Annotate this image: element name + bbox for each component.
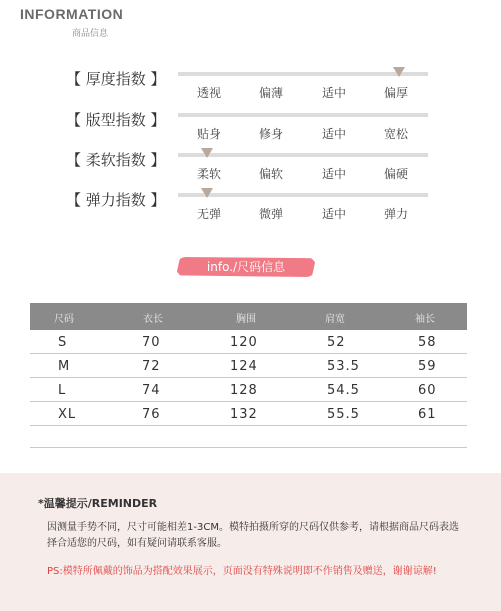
index-option: 偏厚 — [384, 86, 409, 100]
cell-length: 76 — [142, 407, 161, 422]
selected-marker-icon — [201, 148, 213, 158]
cell-size: M — [58, 359, 71, 374]
reminder-title: *温馨提示/REMINDER — [38, 497, 158, 510]
index-label: 【 柔软指数 】 — [66, 151, 166, 169]
index-option: 偏软 — [259, 167, 284, 181]
cell-size: L — [58, 383, 67, 398]
header-title-cn: 商品信息 — [72, 29, 109, 39]
selected-marker-icon — [393, 67, 405, 77]
size-table — [30, 303, 467, 448]
cell-length: 70 — [142, 335, 161, 350]
table-row-empty — [30, 426, 467, 448]
index-option: 透视 — [197, 86, 222, 100]
cell-size: XL — [58, 407, 77, 422]
cell-sleeve: 59 — [418, 359, 437, 374]
reminder-body: 因测量手势不同，尺寸可能相差1-3CM。模特拍摄所穿的尺码仅供参考，请根据商品尺码表选择合适您的尺码，如有疑问请联系客服。 — [47, 522, 459, 549]
reminder-ps: PS:模特所佩戴的饰品为搭配效果展示，页面没有特殊说明即不作销售及赠送，谢谢谅解! — [47, 566, 437, 577]
index-option: 偏薄 — [259, 86, 284, 100]
index-option: 弹力 — [384, 207, 409, 221]
index-label: 【 版型指数 】 — [66, 111, 166, 129]
cell-shoulder: 54.5 — [327, 383, 360, 398]
cell-chest: 124 — [230, 359, 258, 374]
index-bar — [178, 193, 428, 197]
index-option: 柔软 — [197, 167, 222, 181]
cell-sleeve: 60 — [418, 383, 437, 398]
index-option: 宽松 — [384, 127, 409, 141]
header-chest: 胸围 — [236, 314, 256, 325]
header-size: 尺码 — [54, 314, 74, 325]
index-elasticity — [0, 193, 501, 233]
cell-length: 72 — [142, 359, 161, 374]
table-row — [30, 402, 467, 426]
index-softness — [0, 153, 501, 193]
header-title-en: INFORMATION — [20, 6, 124, 22]
index-option: 适中 — [322, 86, 347, 100]
table-row — [30, 378, 467, 402]
index-bar — [178, 153, 428, 157]
header-sleeve: 袖长 — [415, 314, 435, 325]
index-option: 适中 — [322, 167, 347, 181]
index-fit — [0, 113, 501, 153]
cell-size: S — [58, 335, 68, 350]
selected-marker-icon — [201, 188, 213, 198]
header-shoulder: 肩宽 — [325, 314, 345, 325]
cell-chest: 128 — [230, 383, 258, 398]
reminder-panel — [0, 473, 501, 611]
cell-sleeve: 61 — [418, 407, 437, 422]
table-row — [30, 354, 467, 378]
index-thickness — [0, 72, 501, 112]
cell-shoulder: 55.5 — [327, 407, 360, 422]
cell-sleeve: 58 — [418, 335, 437, 350]
index-option: 偏硬 — [384, 167, 409, 181]
index-bar — [178, 72, 428, 76]
table-row — [30, 330, 467, 354]
index-option: 适中 — [322, 127, 347, 141]
cell-shoulder: 53.5 — [327, 359, 360, 374]
index-bar — [178, 113, 428, 117]
index-option: 贴身 — [197, 127, 222, 141]
cell-chest: 120 — [230, 335, 258, 350]
index-option: 适中 — [322, 207, 347, 221]
index-option: 微弹 — [259, 207, 284, 221]
table-header — [30, 303, 467, 330]
index-label: 【 弹力指数 】 — [66, 191, 166, 209]
cell-chest: 132 — [230, 407, 258, 422]
cell-shoulder: 52 — [327, 335, 346, 350]
header-length: 衣长 — [143, 314, 163, 325]
cell-length: 74 — [142, 383, 161, 398]
index-option: 修身 — [259, 127, 284, 141]
index-option: 无弹 — [197, 207, 222, 221]
info-banner-text: info./尺码信息 — [206, 260, 286, 274]
index-label: 【 厚度指数 】 — [66, 70, 166, 88]
